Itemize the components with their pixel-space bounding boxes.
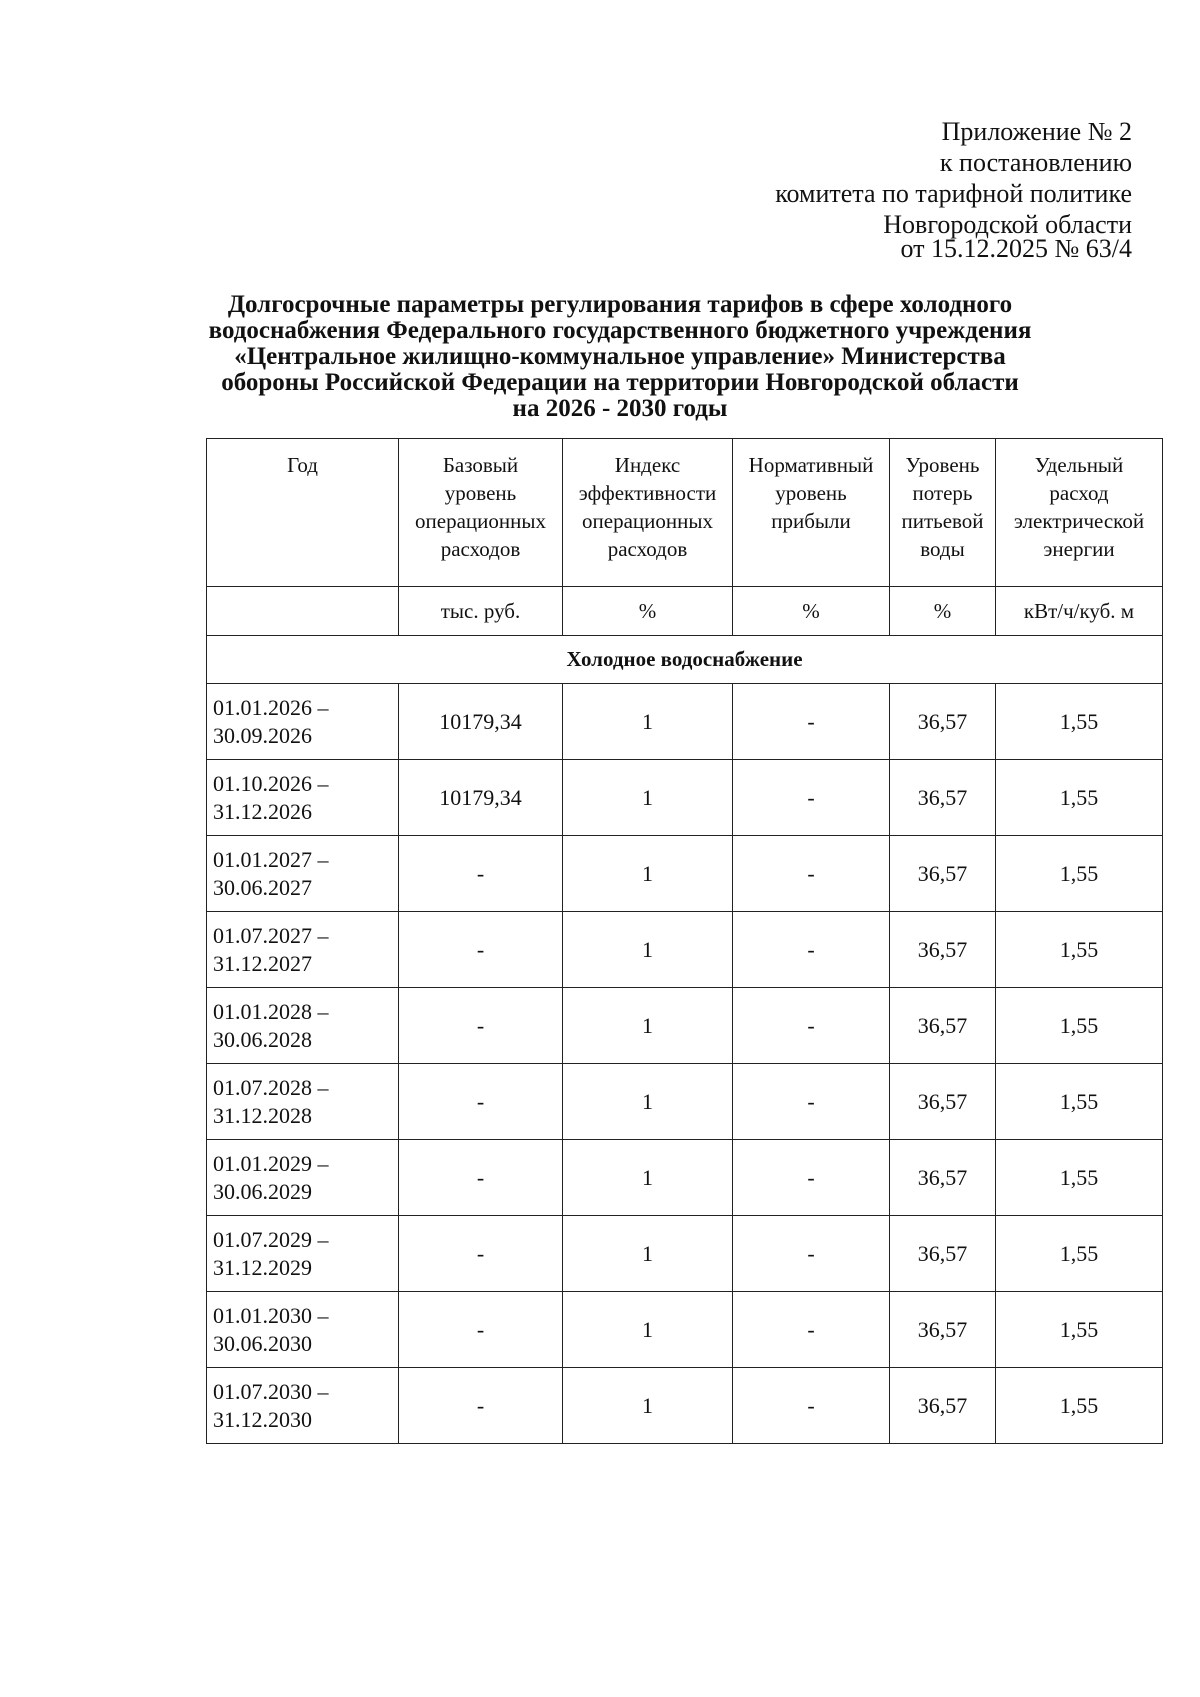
period-start: 01.10.2026 – (213, 770, 329, 796)
normative-profit-cell: - (733, 912, 890, 988)
efficiency-index-cell: 1 (563, 1064, 733, 1140)
period-cell (207, 760, 399, 836)
efficiency-index-cell: 1 (563, 1140, 733, 1216)
normative-profit-cell: - (733, 836, 890, 912)
unit-cell (207, 587, 399, 636)
water-losses-cell: 36,57 (890, 1216, 996, 1292)
water-losses-cell: 36,57 (890, 912, 996, 988)
title-line: водоснабжения Федерального государственного бюджетного учреждения (208, 317, 1032, 344)
period-end: 30.09.2026 (213, 722, 312, 748)
period-end: 31.12.2029 (213, 1254, 312, 1280)
header-water-losses: Уровень потерь питьевой воды (890, 439, 996, 587)
base-opex-cell: 10179,34 (399, 684, 563, 760)
energy-consumption-cell: 1,55 (996, 1064, 1163, 1140)
period-end: 31.12.2028 (213, 1102, 312, 1128)
period-cell (207, 1292, 399, 1368)
table-row (207, 1140, 1163, 1216)
normative-profit-cell: - (733, 1292, 890, 1368)
normative-profit-cell: - (733, 988, 890, 1064)
energy-consumption-cell: 1,55 (996, 684, 1163, 760)
water-losses-cell: 36,57 (890, 1140, 996, 1216)
base-opex-cell: - (399, 1368, 563, 1444)
table-row (207, 988, 1163, 1064)
title-line: Долгосрочные параметры регулирования тарифов в сфере холодного (227, 291, 1013, 318)
period-cell (207, 1064, 399, 1140)
base-opex-cell: - (399, 1292, 563, 1368)
base-opex-cell: - (399, 1140, 563, 1216)
water-losses-cell: 36,57 (890, 988, 996, 1064)
efficiency-index-cell: 1 (563, 1368, 733, 1444)
efficiency-index-cell: 1 (563, 1292, 733, 1368)
appendix-reference (775, 116, 1132, 264)
efficiency-index-cell: 1 (563, 988, 733, 1064)
water-losses-cell: 36,57 (890, 760, 996, 836)
water-losses-cell: 36,57 (890, 1368, 996, 1444)
efficiency-index-cell: 1 (563, 836, 733, 912)
period-start: 01.07.2030 – (213, 1378, 329, 1404)
table-row (207, 1216, 1163, 1292)
table-row (207, 1292, 1163, 1368)
energy-consumption-cell: 1,55 (996, 1292, 1163, 1368)
normative-profit-cell: - (733, 1140, 890, 1216)
header-base-opex: Базовый уровень операционных расходов (399, 439, 563, 587)
period-end: 31.12.2030 (213, 1406, 312, 1432)
energy-consumption-cell: 1,55 (996, 836, 1163, 912)
appendix-number: Приложение № 2 (941, 117, 1132, 146)
table-row (207, 760, 1163, 836)
period-cell (207, 912, 399, 988)
period-cell (207, 1216, 399, 1292)
normative-profit-cell: - (733, 1064, 890, 1140)
period-cell (207, 684, 399, 760)
period-cell (207, 836, 399, 912)
water-losses-cell: 36,57 (890, 684, 996, 760)
normative-profit-cell: - (733, 1368, 890, 1444)
efficiency-index-cell: 1 (563, 912, 733, 988)
efficiency-index-cell: 1 (563, 760, 733, 836)
table-row (207, 912, 1163, 988)
normative-profit-cell: - (733, 760, 890, 836)
tariff-parameters-table (206, 438, 1163, 1444)
period-end: 30.06.2029 (213, 1178, 312, 1204)
energy-consumption-cell: 1,55 (996, 912, 1163, 988)
energy-consumption-cell: 1,55 (996, 760, 1163, 836)
base-opex-cell: - (399, 836, 563, 912)
title-line: «Центральное жилищно-коммунальное управление» Министерства (234, 343, 1006, 370)
base-opex-cell: - (399, 912, 563, 988)
energy-consumption-cell: 1,55 (996, 1368, 1163, 1444)
header-row (207, 439, 1163, 587)
period-start: 01.07.2027 – (213, 922, 329, 948)
base-opex-cell: - (399, 988, 563, 1064)
base-opex-cell: - (399, 1064, 563, 1140)
section-title: Холодное водоснабжение (207, 636, 1163, 684)
table-row (207, 1368, 1163, 1444)
document-title (180, 292, 1060, 422)
base-opex-cell: 10179,34 (399, 760, 563, 836)
table-row (207, 1064, 1163, 1140)
period-end: 30.06.2028 (213, 1026, 312, 1052)
unit-cell: тыс. руб. (399, 587, 563, 636)
energy-consumption-cell: 1,55 (996, 1140, 1163, 1216)
unit-cell: % (890, 587, 996, 636)
base-opex-cell: - (399, 1216, 563, 1292)
section-row (207, 636, 1163, 684)
period-cell (207, 988, 399, 1064)
normative-profit-cell: - (733, 684, 890, 760)
period-start: 01.01.2026 – (213, 694, 329, 720)
units-row (207, 587, 1163, 636)
period-start: 01.01.2030 – (213, 1302, 329, 1328)
header-energy-consumption: Удельный расход электрической энергии (996, 439, 1163, 587)
energy-consumption-cell: 1,55 (996, 988, 1163, 1064)
period-end: 31.12.2026 (213, 798, 312, 824)
water-losses-cell: 36,57 (890, 836, 996, 912)
appendix-decree: к постановлению (939, 148, 1132, 177)
period-cell (207, 1368, 399, 1444)
energy-consumption-cell: 1,55 (996, 1216, 1163, 1292)
period-end: 30.06.2030 (213, 1330, 312, 1356)
header-efficiency-index: Индекс эффективности операционных расходов (563, 439, 733, 587)
title-line: обороны Российской Федерации на территории Новгородской области (221, 369, 1019, 396)
period-start: 01.01.2027 – (213, 846, 329, 872)
period-start: 01.01.2028 – (213, 998, 329, 1024)
period-start: 01.07.2028 – (213, 1074, 329, 1100)
appendix-committee: комитета по тарифной политике (775, 179, 1132, 208)
header-normative-profit: Нормативный уровень прибыли (733, 439, 890, 587)
unit-cell: % (733, 587, 890, 636)
appendix-region: Новгородской области (883, 210, 1132, 239)
title-line: на 2026 - 2030 годы (512, 395, 728, 422)
period-end: 31.12.2027 (213, 950, 312, 976)
table-row (207, 684, 1163, 760)
efficiency-index-cell: 1 (563, 684, 733, 760)
normative-profit-cell: - (733, 1216, 890, 1292)
unit-cell: кВт/ч/куб. м (996, 587, 1163, 636)
water-losses-cell: 36,57 (890, 1064, 996, 1140)
period-cell (207, 1140, 399, 1216)
appendix-date: от 15.12.2025 № 63/4 (900, 234, 1132, 263)
period-end: 30.06.2027 (213, 874, 312, 900)
unit-cell: % (563, 587, 733, 636)
water-losses-cell: 36,57 (890, 1292, 996, 1368)
header-year: Год (207, 439, 399, 587)
efficiency-index-cell: 1 (563, 1216, 733, 1292)
period-start: 01.01.2029 – (213, 1150, 329, 1176)
table-row (207, 836, 1163, 912)
period-start: 01.07.2029 – (213, 1226, 329, 1252)
